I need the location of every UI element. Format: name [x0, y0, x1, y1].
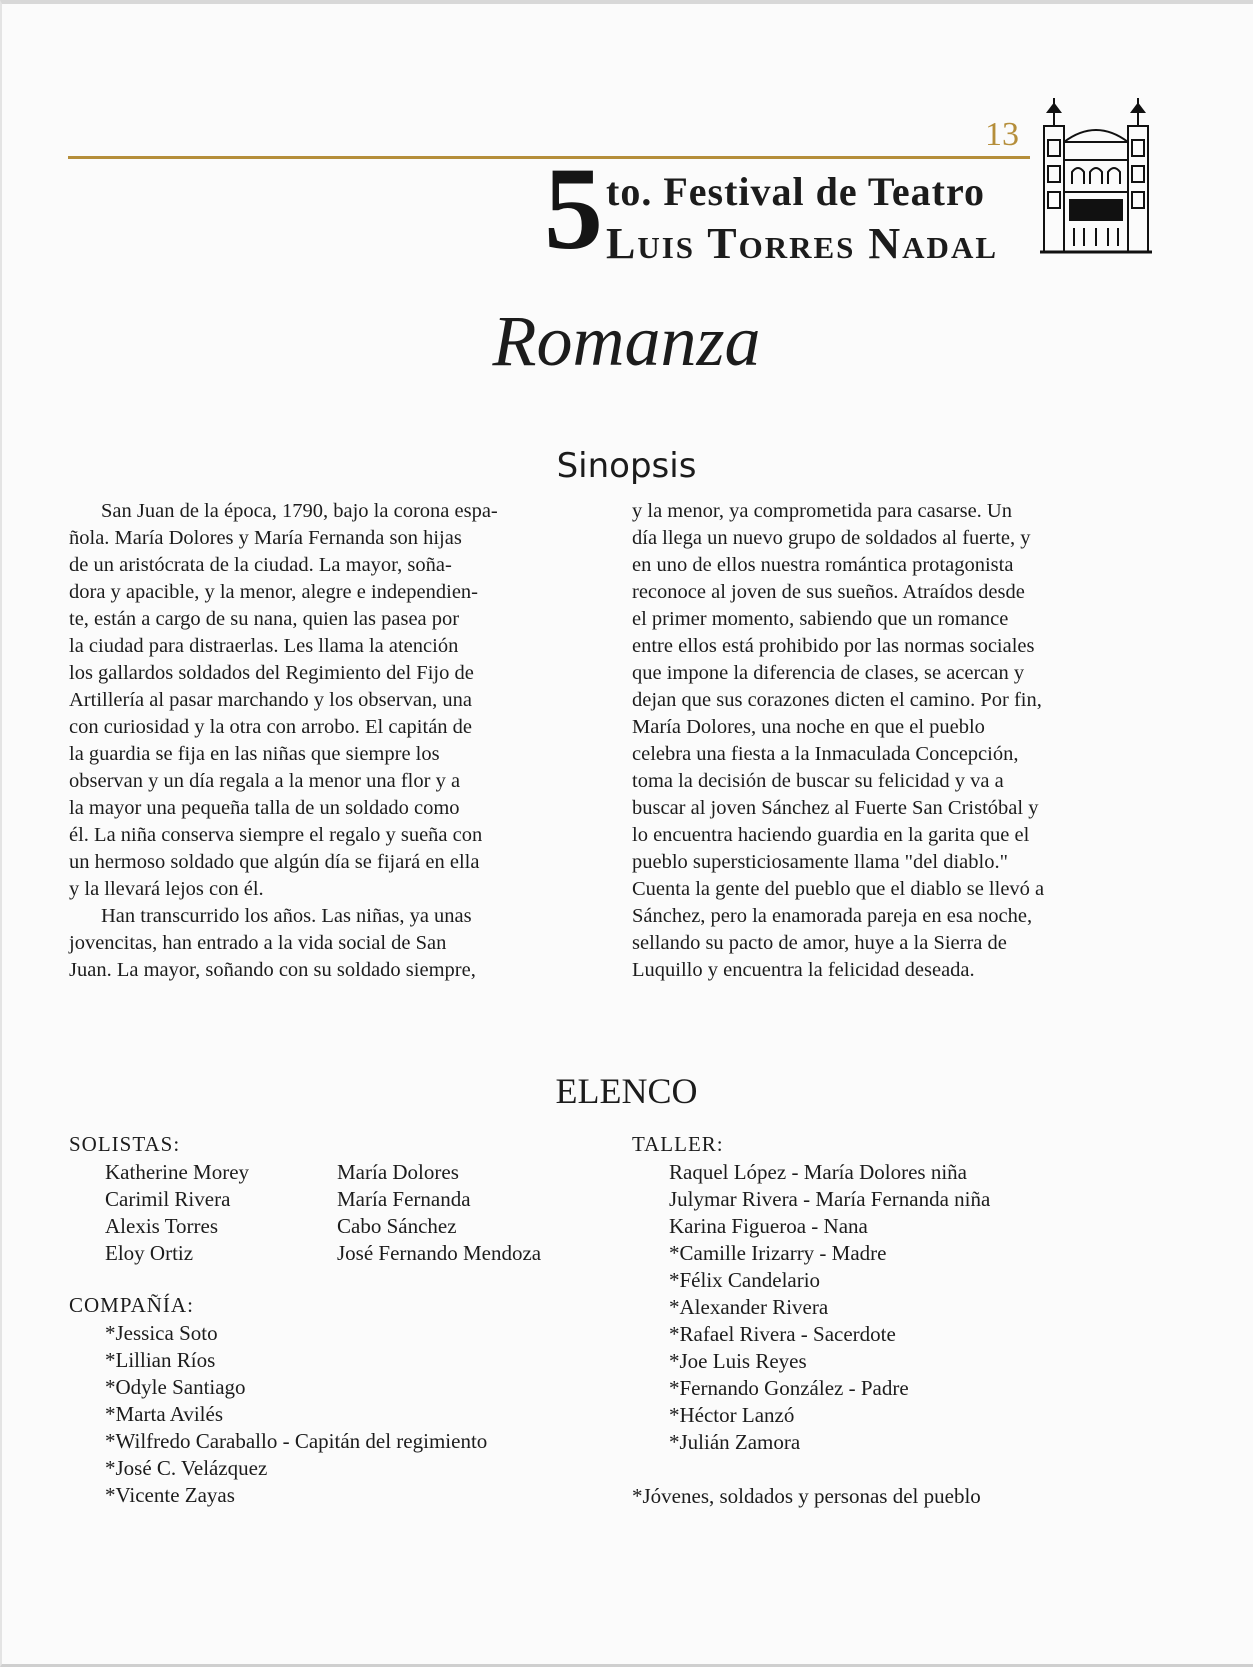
list-item: *Rafael Rivera - Sacerdote — [669, 1322, 896, 1346]
list-item: *Alexander Rivera — [669, 1295, 829, 1319]
list-item: Eloy Ortiz — [105, 1241, 194, 1265]
taller-label: TALLER: — [632, 1132, 724, 1156]
synopsis-line: te, están a cargo de su nana, quien las pasea por — [69, 608, 460, 630]
synopsis-line: Artillería al pasar marchando y los observan, una — [69, 689, 473, 711]
taller-list — [669, 1159, 990, 1456]
list-item: *Odyle Santiago — [105, 1375, 246, 1399]
solistas-actors-list — [105, 1159, 249, 1267]
page-number: 13 — [985, 116, 1019, 153]
synopsis-line: la guardia se fija en las niñas que siempre los — [69, 743, 440, 765]
synopsis-line: jovencitas, han entrado a la vida social de San — [69, 932, 447, 954]
synopsis-line: la mayor una pequeña talla de un soldado como — [69, 797, 460, 819]
list-item: Cabo Sánchez — [337, 1214, 457, 1238]
synopsis-line: Luquillo y encuentra la felicidad deseada. — [632, 959, 975, 981]
festival-title-line2: Luis Torres Nadal — [606, 219, 999, 268]
list-item: *Marta Avilés — [105, 1402, 224, 1426]
synopsis-line: buscar al joven Sánchez al Fuerte San Cristóbal y — [632, 797, 1039, 819]
theater-building-icon — [1040, 96, 1152, 256]
synopsis-line: dejan que sus corazones dicten el camino. Por fin, — [632, 689, 1042, 711]
solistas-label: SOLISTAS: — [69, 1132, 181, 1156]
cast-heading: ELENCO — [555, 1071, 698, 1111]
list-item: Julymar Rivera - María Fernanda niña — [669, 1187, 991, 1211]
list-item: Karina Figueroa - Nana — [669, 1214, 868, 1238]
list-item: *Jessica Soto — [105, 1321, 218, 1345]
synopsis-left-column — [69, 498, 589, 984]
list-item: *Félix Candelario — [669, 1268, 821, 1292]
solistas-roles-list — [337, 1159, 541, 1267]
list-item: *Camille Irizarry - Madre — [669, 1241, 887, 1265]
synopsis-line: la ciudad para distraerlas. Les llama la atención — [69, 635, 459, 657]
synopsis-heading: Sinopsis — [556, 446, 697, 486]
compania-list — [105, 1320, 487, 1509]
list-item: Raquel López - María Dolores niña — [669, 1160, 967, 1184]
synopsis-line: María Dolores, una noche en que el pueblo — [632, 716, 985, 738]
synopsis-line: pueblo supersticiosamente llama "del diablo." — [632, 851, 1008, 873]
synopsis-line: en uno de ellos nuestra romántica protagonista — [632, 554, 1014, 576]
festival-title-line1: to. Festival de Teatro — [606, 169, 986, 214]
play-title: Romanza — [492, 301, 761, 381]
list-item: María Dolores — [337, 1160, 459, 1184]
list-item: *Lillian Ríos — [105, 1348, 216, 1372]
list-item: *Fernando González - Padre — [669, 1376, 909, 1400]
synopsis-line: y la llevará lejos con él. — [69, 878, 264, 900]
synopsis-line: y la menor, ya comprometida para casarse. Un — [632, 500, 1012, 522]
synopsis-line: lo encuentra haciendo guardia en la garita que el — [632, 824, 1030, 846]
list-item: Carimil Rivera — [105, 1187, 231, 1211]
list-item: *Vicente Zayas — [105, 1483, 235, 1507]
synopsis-line: Cuenta la gente del pueblo que el diablo se llevó a — [632, 878, 1045, 900]
synopsis-line: día llega un nuevo grupo de soldados al fuerte, y — [632, 527, 1031, 549]
list-item: *Wilfredo Caraballo - Capitán del regimiento — [105, 1429, 488, 1453]
synopsis-line: Juan. La mayor, soñando con su soldado siempre, — [69, 959, 476, 981]
synopsis-line: toma la decisión de buscar su felicidad y va a — [632, 770, 1004, 792]
synopsis-line: el primer momento, sabiendo que un romance — [632, 608, 1009, 630]
synopsis-line: un hermoso soldado que algún día se fijará en ella — [69, 851, 480, 873]
synopsis-line: entre ellos está prohibido por las normas sociales — [632, 635, 1035, 657]
synopsis-line: los gallardos soldados del Regimiento del Fijo de — [69, 662, 474, 684]
synopsis-right-column — [632, 498, 1152, 984]
synopsis-line: observan y un día regala a la menor una flor y a — [69, 770, 461, 792]
list-item: *José C. Velázquez — [105, 1456, 268, 1480]
synopsis-line: Han transcurrido los años. Las niñas, ya unas — [101, 905, 472, 927]
synopsis-line: que impone la diferencia de clases, se acercan y — [632, 662, 1025, 684]
list-item: Alexis Torres — [105, 1214, 219, 1238]
compania-label: COMPAÑÍA: — [69, 1293, 194, 1317]
synopsis-line: de un aristócrata de la ciudad. La mayor, soña- — [69, 554, 452, 576]
list-item: *Joe Luis Reyes — [669, 1349, 807, 1373]
synopsis-line: ñola. María Dolores y María Fernanda son hijas — [69, 527, 462, 549]
synopsis-line: sellando su pacto de amor, huye a la Sierra de — [632, 932, 1007, 954]
list-item: *Héctor Lanzó — [669, 1403, 795, 1427]
synopsis-line: celebra una fiesta a la Inmaculada Concepción, — [632, 743, 1019, 765]
synopsis-line: él. La niña conserva siempre el regalo y sueña con — [69, 824, 483, 846]
list-item: *Julián Zamora — [669, 1430, 801, 1454]
synopsis-line: San Juan de la época, 1790, bajo la corona espa- — [101, 500, 498, 522]
synopsis-line: Sánchez, pero la enamorada pareja en esa noche, — [632, 905, 1033, 927]
synopsis-line: reconoce al joven de sus sueños. Atraídos desde — [632, 581, 1025, 603]
list-item: José Fernando Mendoza — [337, 1241, 542, 1265]
list-item: María Fernanda — [337, 1187, 471, 1211]
cast-footnote: *Jóvenes, soldados y personas del pueblo — [632, 1484, 981, 1508]
synopsis-line: con curiosidad y la otra con arrobo. El capitán de — [69, 716, 473, 738]
synopsis-line: dora y apacible, y la menor, alegre e independien- — [69, 581, 478, 603]
list-item: Katherine Morey — [105, 1160, 250, 1184]
festival-number: 5 — [544, 143, 603, 274]
